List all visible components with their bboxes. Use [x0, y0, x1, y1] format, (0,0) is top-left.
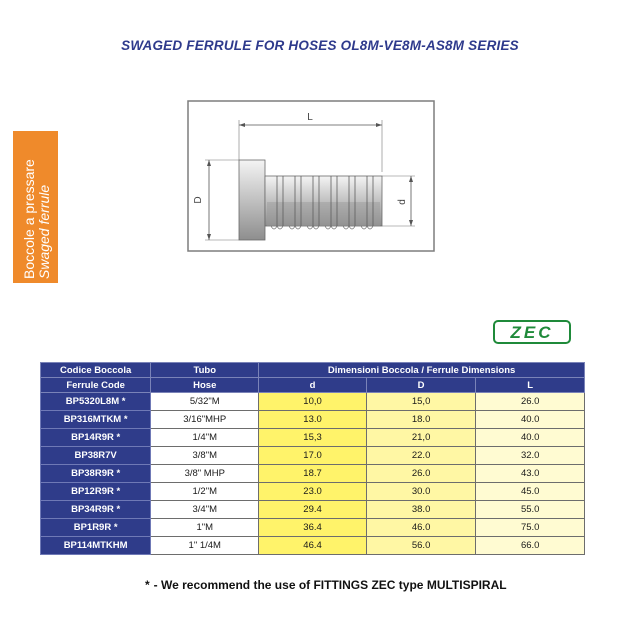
dim-d-label: d	[397, 199, 408, 205]
cell-code: BP34R9R *	[41, 501, 151, 519]
cell-d: 36.4	[259, 519, 367, 537]
table-row	[41, 483, 585, 501]
cell-D: 21,0	[366, 429, 476, 447]
cell-L: 75.0	[476, 519, 585, 537]
cell-hose: 1/2"M	[151, 483, 259, 501]
dim-D-label: D	[193, 196, 204, 204]
cell-d: 17.0	[259, 447, 367, 465]
header-code-en: Ferrule Code	[41, 378, 151, 393]
footnote-star: *	[145, 578, 150, 592]
cell-L: 43.0	[476, 465, 585, 483]
cell-L: 40.0	[476, 429, 585, 447]
table-row	[41, 501, 585, 519]
cell-code: BP114MTKHM	[41, 537, 151, 555]
cell-d: 13.0	[259, 411, 367, 429]
cell-hose: 5/32"M	[151, 393, 259, 411]
cell-D: 15,0	[366, 393, 476, 411]
cell-L: 45.0	[476, 483, 585, 501]
dimensions-table	[40, 362, 585, 555]
footnote-text: - We recommend the use of FITTINGS ZEC type MULTISPIRAL	[153, 578, 507, 592]
cell-code: BP38R7V	[41, 447, 151, 465]
cell-d: 10,0	[259, 393, 367, 411]
ferrule-diagram	[187, 100, 435, 252]
page-title: SWAGED FERRULE FOR HOSES OL8M-VE8M-AS8M SERIES	[121, 38, 519, 53]
cell-hose: 3/16"MHP	[151, 411, 259, 429]
cell-hose: 3/4"M	[151, 501, 259, 519]
cell-hose: 1/4"M	[151, 429, 259, 447]
table-row	[41, 447, 585, 465]
cell-L: 55.0	[476, 501, 585, 519]
cell-hose: 3/8"M	[151, 447, 259, 465]
table-row	[41, 537, 585, 555]
table-body	[41, 393, 585, 555]
cell-d: 23.0	[259, 483, 367, 501]
cell-d: 29.4	[259, 501, 367, 519]
cell-code: BP5320L8M *	[41, 393, 151, 411]
table-row	[41, 411, 585, 429]
header-hose-en: Hose	[151, 378, 259, 393]
zec-logo-text: ZEC	[510, 323, 554, 342]
cell-D: 22.0	[366, 447, 476, 465]
cell-code: BP38R9R *	[41, 465, 151, 483]
table-row	[41, 465, 585, 483]
header-D: D	[366, 378, 476, 393]
cell-hose: 3/8" MHP	[151, 465, 259, 483]
footnote	[145, 578, 507, 592]
dim-L-label: L	[307, 112, 313, 123]
cell-D: 38.0	[366, 501, 476, 519]
side-tab-text	[22, 159, 52, 279]
cell-d: 46.4	[259, 537, 367, 555]
header-L: L	[476, 378, 585, 393]
header-code-it: Codice Boccola	[41, 363, 151, 378]
cell-code: BP1R9R *	[41, 519, 151, 537]
cell-L: 26.0	[476, 393, 585, 411]
cell-L: 40.0	[476, 411, 585, 429]
header-hose-it: Tubo	[151, 363, 259, 378]
header-d: d	[259, 378, 367, 393]
cell-D: 30.0	[366, 483, 476, 501]
cell-code: BP316MTKM *	[41, 411, 151, 429]
cell-d: 18.7	[259, 465, 367, 483]
zec-logo	[493, 320, 571, 344]
cell-D: 56.0	[366, 537, 476, 555]
cell-code: BP12R9R *	[41, 483, 151, 501]
cell-L: 66.0	[476, 537, 585, 555]
side-tab-line2: Swaged ferrule	[36, 184, 52, 279]
table-row	[41, 519, 585, 537]
cell-D: 46.0	[366, 519, 476, 537]
cell-hose: 1"M	[151, 519, 259, 537]
cell-L: 32.0	[476, 447, 585, 465]
table-row	[41, 393, 585, 411]
cell-code: BP14R9R *	[41, 429, 151, 447]
side-tab-line1: Boccole a pressare	[21, 159, 37, 279]
header-dims: Dimensioni Boccola / Ferrule Dimensions	[259, 363, 585, 378]
cell-d: 15,3	[259, 429, 367, 447]
cell-D: 26.0	[366, 465, 476, 483]
table-row	[41, 429, 585, 447]
cell-D: 18.0	[366, 411, 476, 429]
cell-hose: 1" 1/4M	[151, 537, 259, 555]
